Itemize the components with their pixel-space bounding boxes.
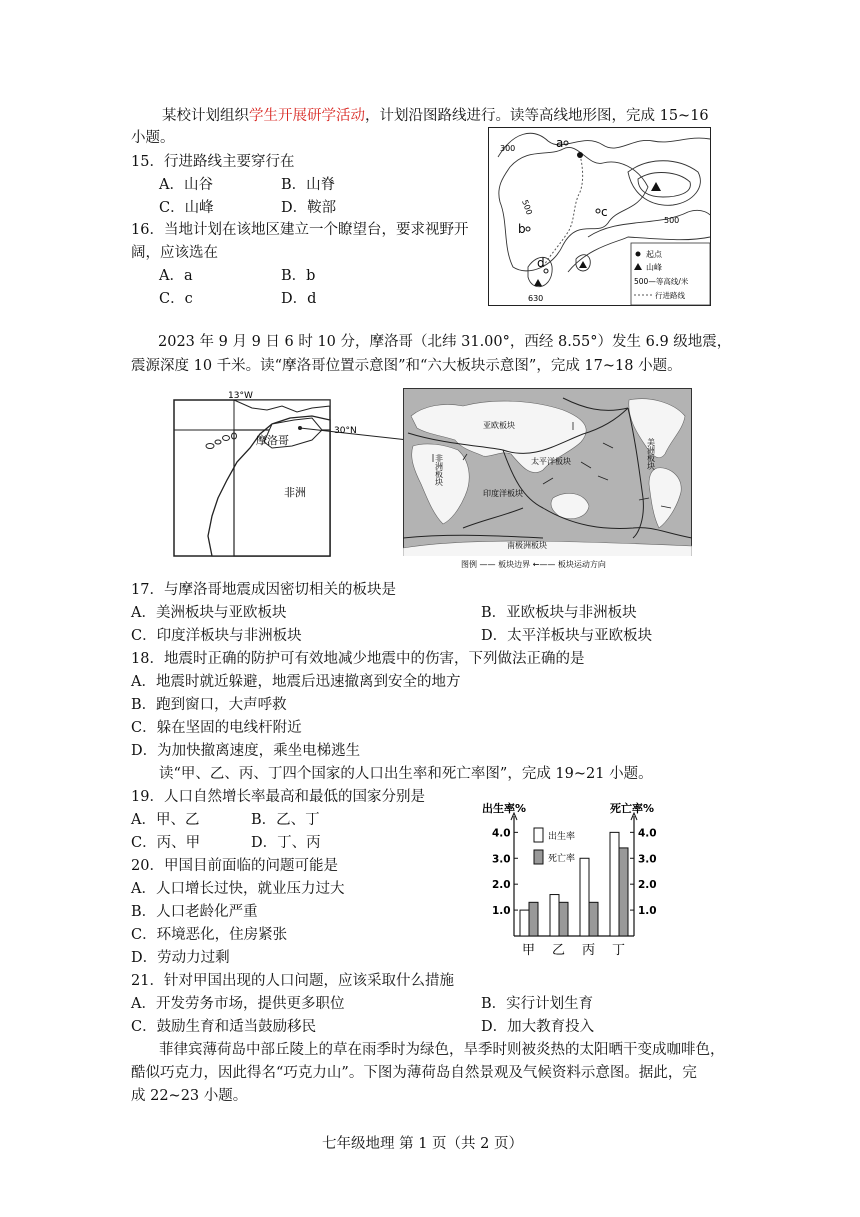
q17-option-d[interactable]: D．太平洋板块与亚欧板块 [481,628,653,644]
right-axis-title: 死亡率% [610,802,655,815]
category-label: 乙 [552,943,566,958]
q20-option-b[interactable]: B．人口老龄化严重 [131,904,258,920]
six-plates-map [403,388,692,571]
plates-legend: 图例 —— 板块边界 ←—— 板块运动方向 [461,560,606,569]
q19-option-a[interactable]: A．甲、乙 [131,812,200,828]
q18-option-d[interactable]: D．为加快撤离速度，乘坐电梯逃生 [131,743,361,759]
q20-option-c[interactable]: C．环境恶化，住房紧张 [131,927,288,943]
q15-option-b[interactable]: B．山脊 [281,177,336,193]
legend-swatch [534,828,543,842]
africa-label: 非洲 [284,486,306,499]
intro-17-18-line1: 2023 年 9 月 9 日 6 时 10 分，摩洛哥（北纬 31.00°，西经 8.55°）发生 6.9 级地震， [158,334,732,350]
q18-option-c[interactable]: C．躲在坚固的电线杆附近 [131,720,302,736]
q21-option-c[interactable]: C．鼓励生育和适当鼓励移民 [131,1019,317,1035]
intro-highlight: 学生开展研学活动 [249,108,365,124]
intro-15-16 [162,106,709,127]
lon-label: 13°W [228,391,253,401]
africa-plate-label: 非洲板块 [434,454,444,486]
contour-map [488,127,711,306]
q16-stem-1: 16．当地计划在该地区建立一个瞭望台，要求视野开 [131,222,469,238]
eurasia-plate-label: 亚欧板块 [483,421,515,430]
bar-死亡率-丁 [619,848,628,936]
intro-text-tail: ，计划沿图路线进行。读等高线地形图，完成 15~16 [365,108,709,124]
intro-22-23-line1: 菲律宾薄荷岛中部丘陵上的草在雨季时为绿色，旱季时则被炎热的太阳晒干变成咖啡色， [159,1042,725,1058]
bar-出生率-甲 [520,910,529,936]
morocco-location-map [172,388,408,558]
contour-label-500-right: 500 [664,216,680,225]
start-point-icon [577,152,583,158]
legend-swatch [534,850,543,864]
left-axis-title: 出生率% [482,802,527,815]
contour-label-500: 500 [520,198,534,217]
q17-stem: 17．与摩洛哥地震成因密切相关的板块是 [131,582,396,598]
q19-stem: 19．人口自然增长率最高和最低的国家分别是 [131,789,425,805]
intro-15-16-line2: 小题。 [131,130,175,146]
q21-option-b[interactable]: B．实行计划生育 [481,996,594,1012]
legend-label: 死亡率 [548,854,576,864]
intro-19-21: 读“甲、乙、丙、丁四个国家的人口出生率和死亡率图”，完成 19~21 小题。 [159,766,653,782]
q20-option-a[interactable]: A．人口增长过快，就业压力过大 [131,881,345,897]
intro-22-23-line2: 酷似巧克力，因此得名“巧克力山”。下图为薄荷岛自然景观及气候资料示意图。据此，完 [131,1065,697,1081]
q20-stem: 20．甲国目前面临的问题可能是 [131,858,338,874]
q16-option-d[interactable]: D．d [281,291,317,307]
point-d-label: d [537,256,545,270]
pacific-plate-label: 太平洋板块 [531,457,571,466]
q18-option-a[interactable]: A．地震时就近躲避，地震后迅速撤离到安全的地方 [131,674,461,690]
right-tick-label: 3.0 [638,853,657,866]
bar-死亡率-乙 [559,902,568,936]
q15-option-a[interactable]: A．山谷 [159,177,213,193]
point-b-label: b [518,222,526,236]
left-tick-label: 1.0 [492,905,511,918]
left-tick-label: 3.0 [492,853,511,866]
bar-出生率-丁 [610,832,619,936]
legend-peak: 山峰 [646,263,662,272]
bar-出生率-丙 [580,858,589,936]
bar-出生率-乙 [550,895,559,936]
left-tick-label: 2.0 [492,879,511,892]
q16-stem-2: 阔，应该选在 [131,245,218,261]
category-label: 丁 [612,943,626,958]
q15-option-d[interactable]: D．鞍部 [281,200,337,216]
q21-option-a[interactable]: A．开发劳务市场，提供更多职位 [131,996,345,1012]
lat-label: 30°N [334,426,357,436]
intro-text: 某校计划组织 [162,108,249,124]
q19-option-d[interactable]: D．丁、丙 [251,835,321,851]
q21-option-d[interactable]: D．加大教育投入 [481,1019,595,1035]
q17-option-c[interactable]: C．印度洋板块与非洲板块 [131,628,302,644]
q18-option-b[interactable]: B．跑到窗口，大声呼救 [131,697,287,713]
q18-stem: 18．地震时正确的防护可有效地减少地震中的伤害，下列做法正确的是 [131,651,585,667]
q16-option-b[interactable]: B．b [281,268,316,284]
contour-label-300: 300 [500,144,516,153]
q16-option-c[interactable]: C．c [159,291,193,307]
q19-option-b[interactable]: B．乙、丁 [251,812,320,828]
q19-option-c[interactable]: C．丙、甲 [131,835,201,851]
intro-17-18-line2: 震源深度 10 千米。读“摩洛哥位置示意图”和“六大板块示意图”，完成 17~18 小题。 [131,358,682,374]
antarctic-plate-label: 南极洲板块 [507,541,547,550]
q17-option-a[interactable]: A．美洲板块与亚欧板块 [131,605,287,621]
q16-option-a[interactable]: A．a [159,268,193,284]
right-tick-label: 2.0 [638,879,657,892]
q21-stem: 21．针对甲国出现的人口问题，应该采取什么措施 [131,973,454,989]
birth-death-rate-chart [476,798,672,964]
point-a-label: a [556,136,564,150]
america-plate-label: 美洲板块 [646,438,656,470]
contour-label-630: 630 [528,294,544,303]
right-tick-label: 1.0 [638,905,657,918]
bar-死亡率-甲 [529,902,538,936]
legend-contour: 500—等高线/米 [634,277,689,286]
q20-option-d[interactable]: D．劳动力过剩 [131,950,230,966]
category-label: 丙 [582,943,596,958]
legend-route: 行进路线 [655,291,685,300]
category-label: 甲 [522,943,536,958]
bar-死亡率-丙 [589,902,598,936]
q15-stem: 15．行进路线主要穿行在 [131,154,295,170]
intro-22-23-line3: 成 22~23 小题。 [131,1088,248,1104]
q17-option-b[interactable]: B．亚欧板块与非洲板块 [481,605,637,621]
q15-option-c[interactable]: C．山峰 [159,200,214,216]
morocco-label: 摩洛哥 [256,434,289,447]
point-c-label: c [601,205,608,219]
page-footer: 七年级地理 第 1 页（共 2 页） [322,1136,523,1152]
legend-label: 出生率 [548,832,576,842]
legend-start: 起点 [646,250,662,259]
indian-plate-label: 印度洋板块 [483,489,523,498]
right-tick-label: 4.0 [638,827,657,840]
left-tick-label: 4.0 [492,827,511,840]
